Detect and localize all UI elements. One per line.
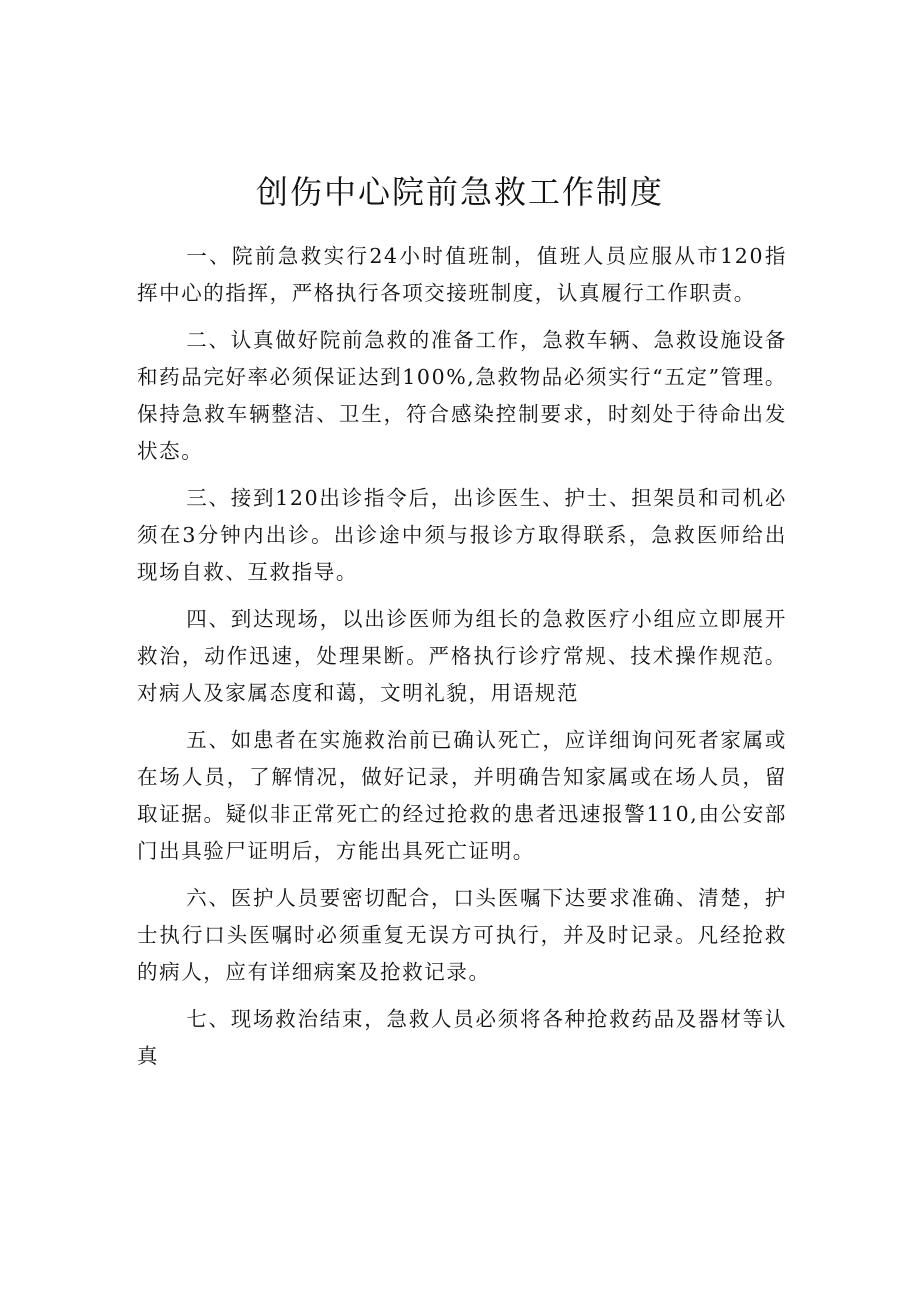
document-title: 创伤中心院前急救工作制度: [255, 173, 664, 211]
paragraph-4: 四、到达现场，以出诊医师为组长的急救医疗小组应立即展开救治，动作迅速，处理果断。严格执行诊疗常规、技术操作规范。对病人及家属态度和蔼，文明礼貌，用语规范: [137, 607, 787, 705]
paragraph-2: 二、认真做好院前急救的准备工作，急救车辆、急救设施设备和药品完好率必须保证达到100%,急救物品必须实行“五定”管理。保持急救车辆整洁、卫生，符合感染控制要求，时刻处于待命出发状态。: [137, 328, 787, 463]
document-body: [137, 238, 787, 1085]
paragraph-3: 三、接到120出诊指令后，出诊医生、护士、担架员和司机必须在3分钟内出诊。出诊途中须与报诊方取得联系，急救医师给出现场自救、互救指导。: [137, 486, 787, 584]
paragraph-5: 五、如患者在实施救治前已确认死亡，应详细询问死者家属或在场人员，了解情况，做好记录，并明确告知家属或在场人员，留取证据。疑似非正常死亡的经过抢救的患者迅速报警110,由公安部门出具验尸证明后，方能出具死亡证明。: [137, 728, 787, 863]
paragraph-7: 七、现场救治结束，急救人员必须将各种抢救药品及器材等认真: [137, 1007, 787, 1068]
paragraph-1: 一、院前急救实行24小时值班制，值班人员应服从市120指挥中心的指挥，严格执行各项交接班制度，认真履行工作职责。: [137, 244, 787, 305]
paragraph-6: 六、医护人员要密切配合，口头医嘱下达要求准确、清楚，护士执行口头医嘱时必须重复无误方可执行，并及时记录。凡经抢救的病人，应有详细病案及抢救记录。: [137, 886, 787, 984]
